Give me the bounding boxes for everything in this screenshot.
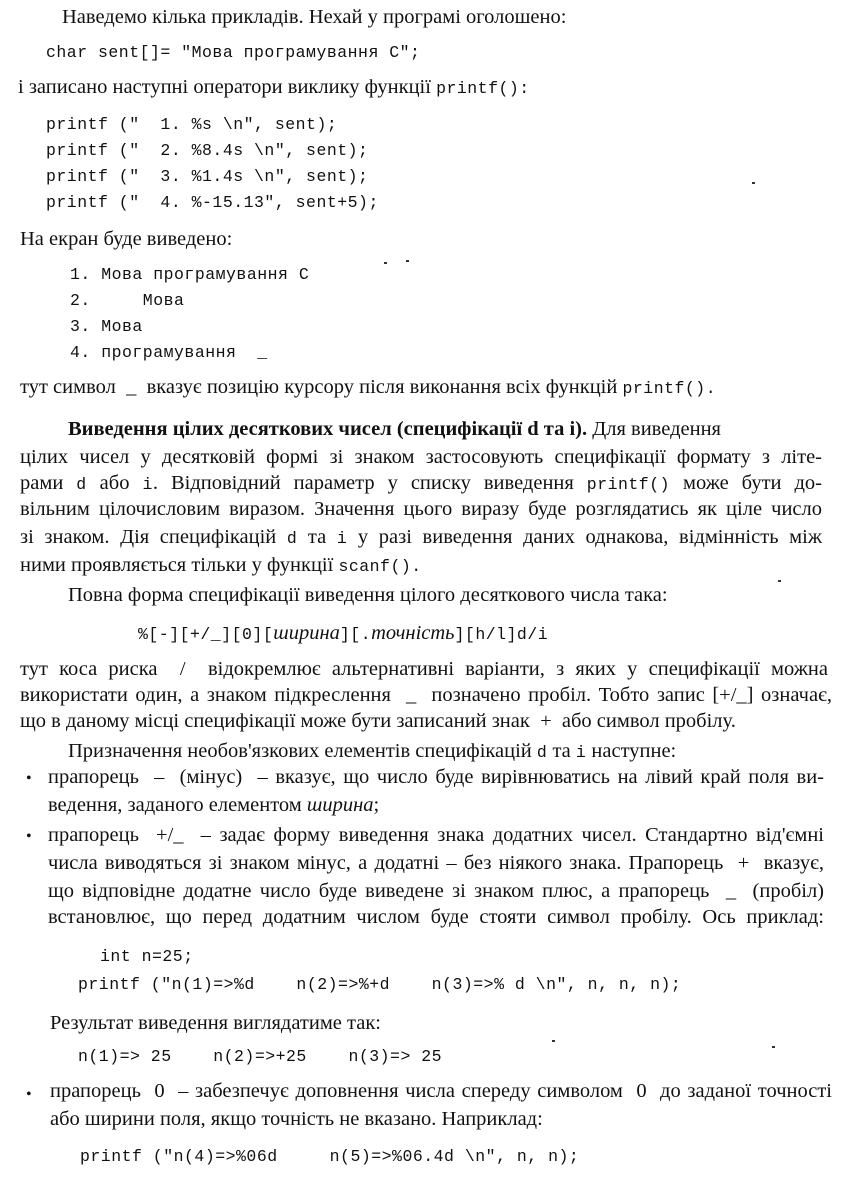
list-item-line: що відповідне додатне число буде виведене зі знаком плюс, а прапорець _ (пробіл): [48, 880, 824, 902]
inline-code: printf(): [586, 475, 671, 494]
text-line: [68, 738, 676, 766]
section-heading: Виведення цілих десяткових чисел (специфікації d та i).: [68, 418, 588, 440]
output-line: 4. програмування _: [70, 343, 268, 362]
text-line: використати один, а знаком підкреслення _ позначено пробіл. Тобто запис [+/_] означає,: [20, 684, 832, 706]
text-line: Повна форма специфікації виведення цілого десяткового числа така:: [68, 584, 668, 606]
text-line: [20, 470, 822, 498]
list-item-line: встановлює, що перед додатним числом буде стояти символ пробілу. Ось приклад:: [48, 906, 824, 928]
text-span: . Відповідний параметр у списку виведення: [152, 472, 587, 494]
output-line: 1. Мова програмування С: [70, 265, 310, 284]
text-span: або: [86, 472, 143, 494]
text-span: рами: [20, 472, 77, 494]
italic-term: ширина: [306, 794, 374, 816]
text-line: [20, 374, 716, 402]
text-line: [20, 552, 422, 580]
text-span: та: [547, 740, 576, 762]
text-line: [20, 524, 822, 552]
bullet-icon: [26, 766, 32, 792]
code-line: printf (" 2. %8.4s \n", sent);: [46, 141, 369, 160]
scan-speck: [752, 182, 755, 184]
text-span: Призначення необов'язкових елементів специфікацій: [68, 740, 537, 762]
code-line: printf (" 4. %-15.13", sent+5);: [46, 193, 379, 212]
text-line: вільним цілочисловим виразом. Значення цього виразу буде розглядатись як ціле число: [20, 498, 822, 520]
inline-code: d: [286, 529, 298, 548]
inline-code: printf():: [436, 79, 530, 98]
text-span: ;: [373, 794, 380, 816]
text-span: може бути до-: [670, 472, 823, 494]
syntax-italic: точність: [371, 622, 455, 644]
code-line: printf (" 1. %s \n", sent);: [46, 115, 338, 134]
bullet-icon: [26, 824, 32, 850]
scan-speck: [772, 1046, 775, 1048]
output-line: 2. Мова: [70, 291, 185, 310]
scan-speck: [778, 580, 781, 582]
code-line: printf ("n(1)=>%d n(2)=>%+d n(3)=>% d \n", n, n, n);: [78, 975, 682, 994]
code-line: printf (" 3. %1.4s \n", sent);: [46, 167, 369, 186]
text-line: [18, 74, 530, 102]
scan-speck: [384, 262, 387, 264]
text-line: Результат виведення виглядатиме так:: [50, 1012, 381, 1034]
inline-code: d: [536, 743, 548, 762]
text-span: Для виведення: [587, 418, 721, 440]
inline-code: i: [575, 743, 587, 762]
scan-speck: [406, 260, 409, 262]
syntax-italic: ширина: [273, 622, 340, 644]
text-span: тут символ _ вказує позицію курсору після виконання всіх функцій: [20, 376, 623, 398]
inline-code: i: [336, 529, 348, 548]
specification-syntax: [138, 620, 548, 648]
list-item-line: прапорець 0 – забезпечує доповнення числа спереду символом 0 до заданої точності: [50, 1080, 832, 1102]
text-span: наступне:: [586, 740, 677, 762]
inline-code: scanf().: [338, 557, 422, 576]
code-line: int n=25;: [100, 947, 194, 966]
text-line: На екран буде виведено:: [20, 228, 233, 250]
inline-code: i: [142, 475, 153, 494]
text-span: зі знаком. Дія специфікацій: [20, 526, 287, 548]
code-line: char sent[]= "Мова програмування С";: [46, 43, 421, 62]
list-item-line: числа виводяться зі знаком мінус, а додатні – без ніякого знака. Прапорець + вказує,: [48, 852, 824, 874]
syntax-part: ][h/l]d/i: [454, 625, 549, 644]
list-item-line: [48, 792, 379, 818]
syntax-part: ][.: [339, 625, 372, 644]
output-line: n(1)=> 25 n(2)=>+25 n(3)=> 25: [78, 1047, 443, 1066]
inline-code: printf().: [622, 379, 717, 398]
output-line: 3. Мова: [70, 317, 143, 336]
list-item-line: прапорець – (мінус) – вказує, що число буде вирівнюватись на лівий край поля ви-: [48, 766, 824, 788]
bullet-icon: [26, 1082, 32, 1108]
list-item-line: або ширини поля, якщо точність не вказано. Наприклад:: [50, 1108, 543, 1130]
text-line: Наведемо кілька прикладів. Нехай у програмі оголошено:: [62, 6, 567, 28]
text-span: ними проявляється тільки у функції: [20, 554, 339, 576]
syntax-part: %[-][+/_][0][: [138, 625, 274, 644]
text-span: у разі виведення даних однакова, відмінність між: [347, 526, 822, 548]
inline-code: d: [76, 475, 87, 494]
paragraph-heading-line: [68, 416, 721, 442]
list-item-line: прапорець +/_ – задає форму виведення знака додатних чисел. Стандартно від'ємні: [48, 824, 824, 846]
text-span: і записано наступні оператори виклику функції: [18, 76, 437, 98]
code-line: printf ("n(4)=>%06d n(5)=>%06.4d \n", n, n);: [80, 1147, 580, 1166]
text-line: цілих чисел у десятковій формі зі знаком застосовують специфікації формату з літе-: [20, 446, 822, 468]
text-span: та: [297, 526, 337, 548]
scan-speck: [552, 1040, 555, 1042]
text-span: ведення, заданого елементом: [48, 794, 307, 816]
text-line: тут коса риска / відокремлює альтернативні варіанти, з яких у специфікації можна: [20, 658, 828, 680]
text-line: що в даному місці специфікації може бути записаний знак + або символ пробілу.: [20, 710, 736, 732]
